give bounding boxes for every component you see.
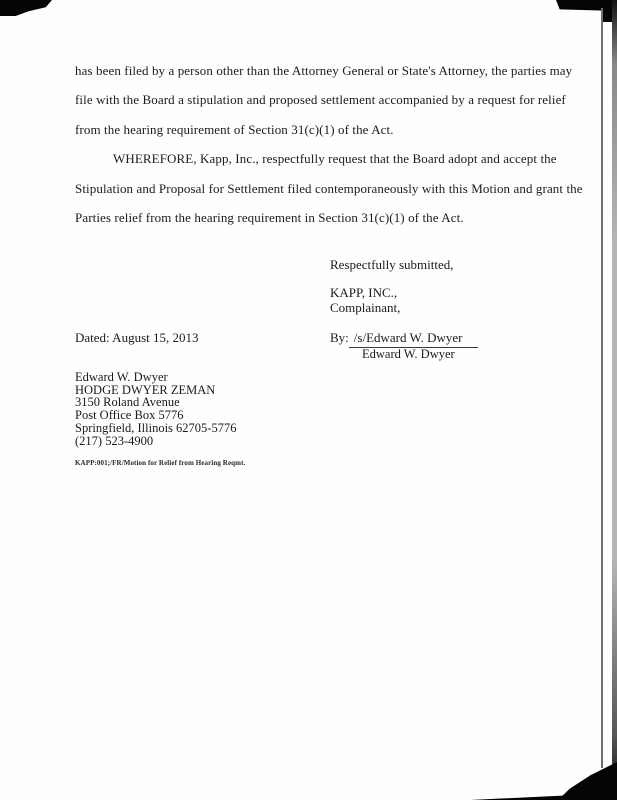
scan-artifact-right-edge <box>612 0 617 800</box>
address-line: 3150 Roland Avenue <box>75 395 180 410</box>
complainant-name: KAPP, INC., <box>330 285 398 300</box>
address-line: Post Office Box 5776 <box>75 408 184 423</box>
dated-line: Dated: August 15, 2013 <box>75 330 199 345</box>
address-line: (217) 523-4900 <box>75 433 154 448</box>
address-line: Edward W. Dwyer <box>75 370 168 384</box>
scan-artifact-top-left <box>0 0 52 16</box>
footer-reference: KAPP:001;/FR/Motion for Relief from Hearing Reqmt. <box>75 459 246 467</box>
complainant-role: Complainant, <box>330 299 401 315</box>
body-paragraphs <box>75 56 583 232</box>
respectfully-submitted: Respectfully submitted, <box>330 257 454 272</box>
signer-address-block <box>75 371 236 447</box>
paragraph-line: Parties relief from the hearing requirement in Section 31(c)(1) of the Act. <box>75 210 464 226</box>
signature-text: /s/Edward W. Dwyer <box>349 330 479 348</box>
paragraph-line: from the hearing requirement of Section 31(c)(1) of the Act. <box>75 121 394 137</box>
address-line: HODGE DWYER ZEMAN <box>75 382 216 397</box>
address-line: Springfield, Illinois 62705-5776 <box>75 420 237 435</box>
typed-signer-name: Edward W. Dwyer <box>362 347 455 361</box>
paragraph-line: WHEREFORE, Kapp, Inc., respectfully request that the Board adopt and accept the <box>113 151 557 167</box>
paragraph-line: has been filed by a person other than the Attorney General or State's Attorney, the parties may <box>75 63 573 78</box>
complainant-block <box>330 286 400 315</box>
paragraph-line: file with the Board a stipulation and proposed settlement accompanied by a request for relief <box>75 92 566 108</box>
by-label: By: <box>330 330 349 345</box>
paragraph-line: Stipulation and Proposal for Settlement filed contemporaneously with this Motion and grant the <box>75 180 583 196</box>
by-line <box>330 330 478 348</box>
scan-artifact-right-line <box>601 8 603 768</box>
